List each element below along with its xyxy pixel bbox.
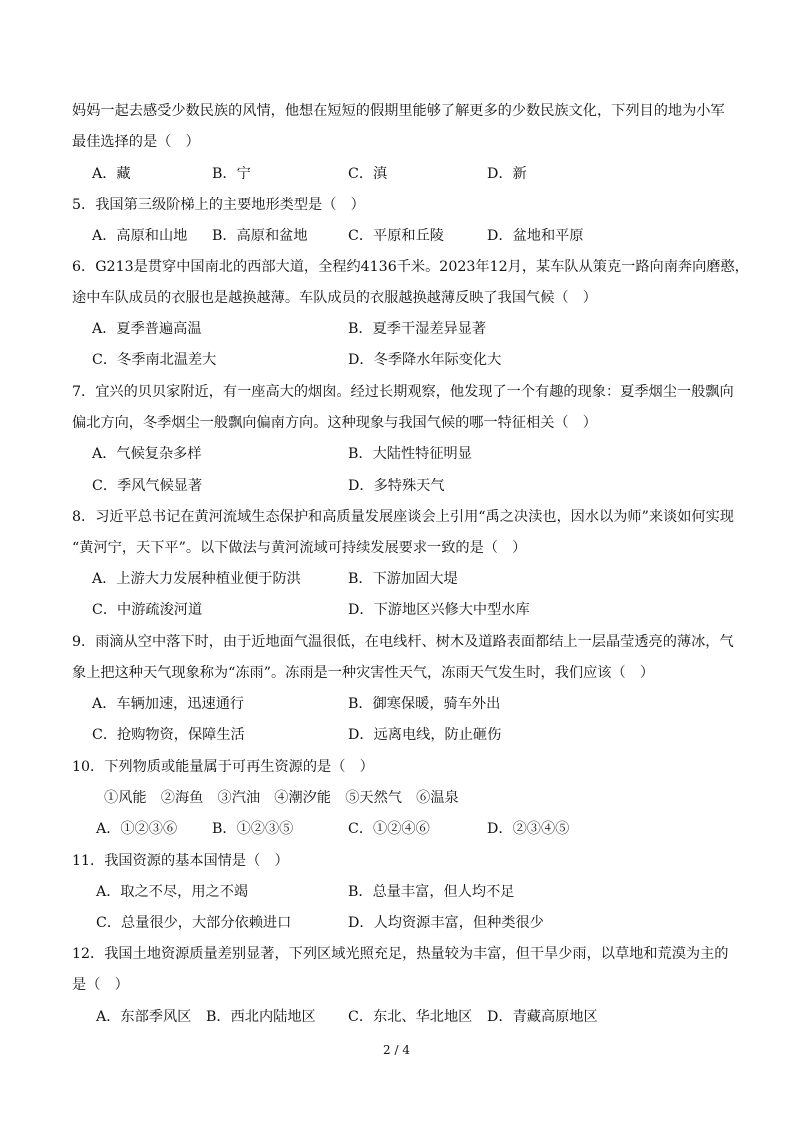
question-7-option-b[interactable]: B．大陆性特征明显	[348, 446, 472, 462]
question-6-option-c[interactable]: C．冬季南北温差大	[92, 352, 217, 368]
question-11-stem: 11．我国资源的基本国情是（ ）	[72, 853, 289, 869]
question-9-option-b[interactable]: B．御寒保暖，骑车外出	[348, 696, 501, 712]
question-5-option-b[interactable]: B．高原和盆地	[212, 228, 308, 244]
question-7-stem-line2: 偏北方向，冬季烟尘一般飘向偏南方向。这种现象与我国气候的哪一特征相关（ ）	[72, 415, 597, 431]
question-10-option-b[interactable]: B．①②③⑤	[212, 821, 294, 837]
question-11-option-a[interactable]: A．取之不尽，用之不竭	[96, 884, 249, 900]
question-4-option-a[interactable]: A．藏	[92, 166, 131, 182]
question-4-option-b[interactable]: B．宁	[212, 166, 251, 182]
page-number: 2 / 4	[383, 1043, 410, 1057]
question-10-option-a[interactable]: A．①②③⑥	[96, 821, 178, 837]
question-7-option-d[interactable]: D．多特殊天气	[348, 478, 445, 494]
question-9-option-a[interactable]: A．车辆加速，迅速通行	[92, 696, 245, 712]
question-4-stem-line1: 妈妈一起去感受少数民族的风情，他想在短短的假期里能够了解更多的少数民族文化，下列目的地为小军	[72, 103, 725, 119]
question-7-option-a[interactable]: A．气候复杂多样	[92, 446, 202, 462]
question-5-stem: 5．我国第三级阶梯上的主要地形类型是（ ）	[72, 197, 365, 213]
question-4-option-d[interactable]: D．新	[487, 166, 527, 182]
question-10-option-d[interactable]: D．②③④⑤	[487, 821, 570, 837]
question-8-option-c[interactable]: C．中游疏浚河道	[92, 602, 203, 618]
question-9-option-d[interactable]: D．远离电线，防止砸伤	[348, 727, 502, 743]
question-12-option-a[interactable]: A．东部季风区	[96, 1009, 192, 1025]
question-8-stem-line1: 8．习近平总书记在黄河流域生态保护和高质量发展座谈会上引用“禹之决渎也，因水以为师”来谈如何实现	[72, 509, 734, 525]
question-5-option-d[interactable]: D．盆地和平原	[487, 228, 584, 244]
question-7-option-c[interactable]: C．季风气候显著	[92, 478, 203, 494]
question-6-option-b[interactable]: B．夏季干湿差异显著	[348, 321, 487, 337]
question-12-stem-line2: 是（ ）	[72, 977, 129, 993]
question-8-option-b[interactable]: B．下游加固大堤	[348, 571, 458, 587]
question-11-option-b[interactable]: B．总量丰富，但人均不足	[348, 884, 515, 900]
question-12-option-b[interactable]: B．西北内陆地区	[206, 1009, 316, 1025]
question-10-items: ①风能 ②海鱼 ③汽油 ④潮汐能 ⑤天然气 ⑥温泉	[104, 790, 459, 806]
question-12-stem-line1: 12．我国土地资源质量差别显著，下列区域光照充足，热量较为丰富，但干旱少雨，以草地和荒漠为主的	[72, 946, 729, 962]
question-6-option-d[interactable]: D．冬季降水年际变化大	[348, 352, 502, 368]
question-6-stem-line2: 途中车队成员的衣服也是越换越薄。车队成员的衣服越换越薄反映了我国气候（ ）	[72, 290, 597, 306]
question-4-stem-line2: 最佳选择的是（ ）	[72, 134, 200, 150]
question-10-stem: 10．下列物质或能量属于可再生资源的是（ ）	[72, 759, 374, 775]
question-10-option-c[interactable]: C．①②④⑥	[348, 821, 430, 837]
question-12-option-d[interactable]: D．青藏高原地区	[487, 1009, 598, 1025]
question-8-stem-line2: “黄河宁，天下平”。以下做法与黄河流域可持续发展要求一致的是（ ）	[72, 540, 527, 556]
question-9-stem-line2: 象上把这种天气现象称为“冻雨”。冻雨是一种灾害性天气，冻雨天气发生时，我们应该（ ）	[72, 665, 655, 681]
question-8-option-a[interactable]: A．上游大力发展种植业便于防洪	[92, 571, 301, 587]
question-6-stem-line1: 6．G213是贯穿中国南北的西部大道，全程约4136千米。2023年12月，某车队从策克一路向南奔向磨憨，	[72, 259, 749, 275]
question-7-stem-line1: 7．宜兴的贝贝家附近，有一座高大的烟囱。经过长期观察，他发现了一个有趣的现象：夏季烟尘一般飘向	[72, 384, 734, 400]
question-5-option-a[interactable]: A．高原和山地	[92, 228, 188, 244]
question-11-option-d[interactable]: D．人均资源丰富，但种类很少	[348, 915, 544, 931]
question-9-option-c[interactable]: C．抢购物资，保障生活	[92, 727, 245, 743]
question-5-option-c[interactable]: C．平原和丘陵	[348, 228, 444, 244]
question-8-option-d[interactable]: D．下游地区兴修大中型水库	[348, 602, 530, 618]
question-4-option-c[interactable]: C．滇	[348, 166, 388, 182]
question-9-stem-line1: 9．雨滴从空中落下时，由于近地面气温很低，在电线杆、树木及道路表面都结上一层晶莹透亮的薄冰，气	[72, 634, 734, 650]
question-12-option-c[interactable]: C．东北、华北地区	[348, 1009, 473, 1025]
question-6-option-a[interactable]: A．夏季普遍高温	[92, 321, 202, 337]
question-11-option-c[interactable]: C．总量很少，大部分依赖进口	[96, 915, 292, 931]
